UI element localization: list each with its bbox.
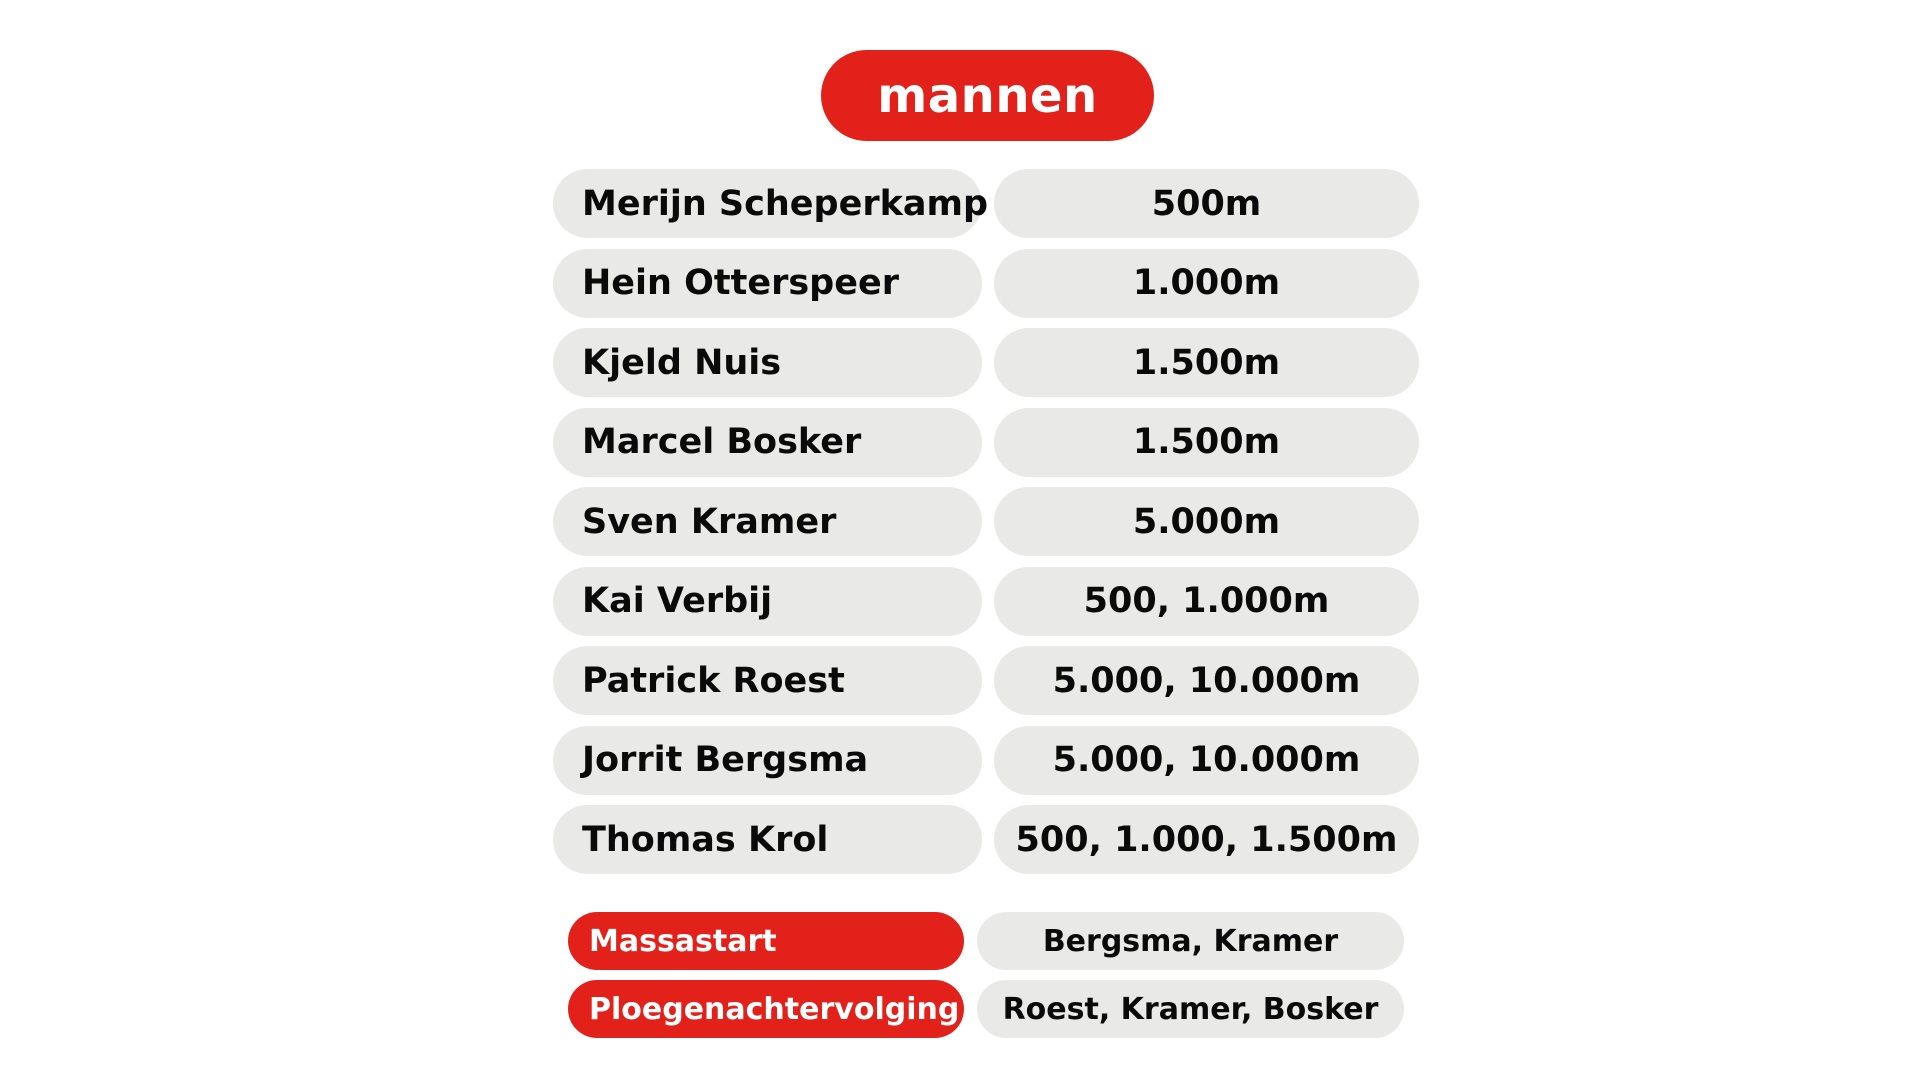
table-row xyxy=(553,646,1419,715)
athlete-name: Jorrit Bergsma xyxy=(553,726,982,795)
table-row xyxy=(553,249,1419,318)
athlete-events: 500m xyxy=(994,169,1419,238)
athlete-name: Sven Kramer xyxy=(553,487,982,556)
team-event-row xyxy=(568,980,1404,1038)
athlete-name: Hein Otterspeer xyxy=(553,249,982,318)
athlete-events: 1.000m xyxy=(994,249,1419,318)
page-title: mannen xyxy=(821,50,1154,141)
team-event-row xyxy=(568,912,1404,970)
table-row xyxy=(553,805,1419,874)
athlete-events: 500, 1.000, 1.500m xyxy=(994,805,1419,874)
table-row xyxy=(553,726,1419,795)
team-event-athletes: Bergsma, Kramer xyxy=(977,912,1404,970)
athlete-events: 5.000, 10.000m xyxy=(994,726,1419,795)
athlete-events: 5.000, 10.000m xyxy=(994,646,1419,715)
table-row xyxy=(553,408,1419,477)
table-row xyxy=(553,169,1419,238)
team-event-label: Massastart xyxy=(568,912,964,970)
athlete-events: 500, 1.000m xyxy=(994,567,1419,636)
athlete-events: 5.000m xyxy=(994,487,1419,556)
athlete-name: Kai Verbij xyxy=(553,567,982,636)
team-event-athletes: Roest, Kramer, Bosker xyxy=(977,980,1404,1038)
athlete-name: Patrick Roest xyxy=(553,646,982,715)
team-events xyxy=(568,912,1404,1048)
athlete-events: 1.500m xyxy=(994,328,1419,397)
athlete-name: Kjeld Nuis xyxy=(553,328,982,397)
table-row xyxy=(553,567,1419,636)
athlete-events: 1.500m xyxy=(994,408,1419,477)
table-row xyxy=(553,487,1419,556)
athlete-name: Marcel Bosker xyxy=(553,408,982,477)
athlete-table xyxy=(553,169,1419,885)
team-event-label: Ploegenachtervolging xyxy=(568,980,964,1038)
athlete-name: Merijn Scheperkamp xyxy=(553,169,982,238)
athlete-name: Thomas Krol xyxy=(553,805,982,874)
table-row xyxy=(553,328,1419,397)
